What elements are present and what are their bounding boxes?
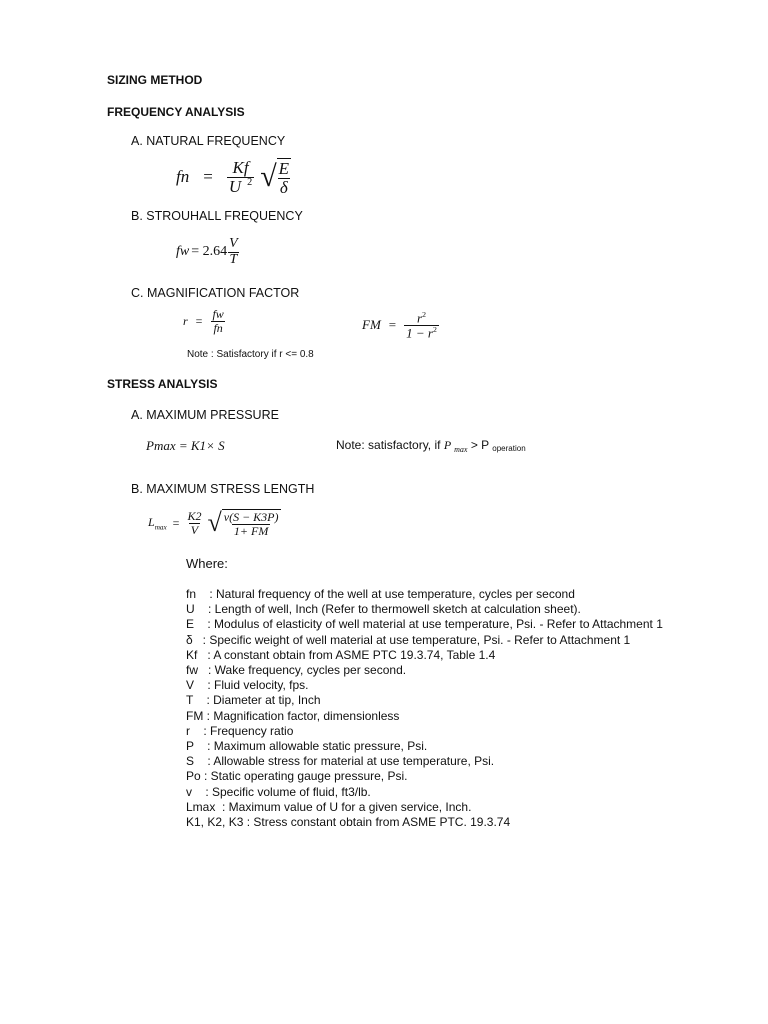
numerator-base: r xyxy=(417,310,423,326)
definition-item: T : Diameter at tip, Inch xyxy=(186,693,321,708)
formula-lhs xyxy=(148,515,167,531)
formula-equals: = xyxy=(195,313,203,328)
magnification-formula xyxy=(362,311,439,340)
fraction-denominator: fn xyxy=(213,320,223,335)
magnification-factor-label: C. MAGNIFICATION FACTOR xyxy=(131,286,300,300)
fraction-denominator: V xyxy=(190,522,199,537)
frequency-ratio-formula xyxy=(183,308,226,334)
definition-item: S : Allowable stress for material at use temperature, Psi. xyxy=(186,754,495,769)
formula-coefficient: = 2.64 xyxy=(191,244,228,260)
root-denominator: δ xyxy=(279,177,288,197)
denominator-exponent: 2 xyxy=(247,177,253,189)
radical-sign: √ xyxy=(207,508,222,538)
fraction-numerator: Kf xyxy=(232,158,249,177)
maximum-pressure-formula: Pmax = K1× S xyxy=(146,438,225,453)
formula-equals: = xyxy=(388,317,397,333)
formula-fraction xyxy=(210,308,225,334)
formula-fraction xyxy=(185,510,203,536)
fraction-numerator: V xyxy=(229,236,238,251)
square-root xyxy=(207,509,280,537)
denominator-base: 1 − r xyxy=(406,325,433,341)
formula-equals: = xyxy=(172,515,180,530)
lhs-base: L xyxy=(148,514,155,529)
definitions-list xyxy=(186,587,663,830)
formula-lhs: fn xyxy=(176,167,190,187)
definition-item: v : Specific volume of fluid, ft3/lb. xyxy=(186,784,371,799)
fraction-numerator xyxy=(415,311,428,325)
maximum-stress-length-label: B. MAXIMUM STRESS LENGTH xyxy=(131,482,315,496)
maximum-pressure-label: A. MAXIMUM PRESSURE xyxy=(131,408,279,422)
root-numerator: E xyxy=(278,159,290,178)
definition-item: fw : Wake frequency, cycles per second. xyxy=(186,663,407,678)
magnification-note: Note : Satisfactory if r <= 0.8 xyxy=(187,349,314,360)
fraction-numerator: K2 xyxy=(187,509,202,523)
note-max-subscript: max xyxy=(454,445,468,454)
heading-stress-analysis: STRESS ANALYSIS xyxy=(107,377,218,391)
denominator-exponent: 2 xyxy=(432,324,437,334)
fraction-numerator: fw xyxy=(212,307,224,321)
definition-item: Po : Static operating gauge pressure, Psi. xyxy=(186,769,408,784)
formula-lhs: FM xyxy=(362,317,381,333)
formula-lhs: r xyxy=(183,313,188,328)
definition-item: δ : Specific weight of well material at use temperature, Psi. - Refer to Attachment 1 xyxy=(186,632,631,647)
definition-item: K1, K2, K3 : Stress constant obtain from ASME PTC. 19.3.74 xyxy=(186,815,511,830)
strouhal-frequency-label: B. STROUHALL FREQUENCY xyxy=(131,209,303,223)
formula-lhs: fw xyxy=(176,244,190,260)
note-prefix: Note: satisfactory, if xyxy=(336,438,444,452)
fraction-denominator xyxy=(227,177,254,196)
numerator-exponent: 2 xyxy=(422,310,426,319)
heading-sizing-method: SIZING METHOD xyxy=(107,73,203,87)
maximum-stress-length-formula xyxy=(148,509,281,537)
lhs-subscript: max xyxy=(154,523,167,532)
formula-fraction xyxy=(227,159,254,196)
strouhal-formula xyxy=(176,237,240,267)
root-numerator: v(S − K3P) xyxy=(223,510,279,524)
root-fraction xyxy=(222,509,281,537)
fraction-denominator xyxy=(404,325,439,340)
radical-sign: √ xyxy=(260,160,277,194)
square-root xyxy=(260,158,291,197)
definition-item: E : Modulus of elasticity of well material at use temperature, Psi. - Refer to Attachment 1 xyxy=(186,617,663,632)
definition-item: V : Fluid velocity, fps. xyxy=(186,678,309,693)
where-title: Where: xyxy=(186,556,228,571)
definition-item: FM : Magnification factor, dimensionless xyxy=(186,708,400,723)
definition-item: Kf : A constant obtain from ASME PTC 19.3.74, Table 1.4 xyxy=(186,647,496,662)
formula-fraction xyxy=(227,237,240,267)
definition-item: r : Frequency ratio xyxy=(186,723,294,738)
root-denominator: 1+ FM xyxy=(233,523,269,538)
note-operation-subscript: operation xyxy=(492,444,526,453)
heading-frequency-analysis: FREQUENCY ANALYSIS xyxy=(107,105,245,119)
natural-frequency-label: A. NATURAL FREQUENCY xyxy=(131,134,286,148)
natural-frequency-formula xyxy=(176,158,291,197)
definition-item: P : Maximum allowable static pressure, Psi. xyxy=(186,739,428,754)
formula-equals: = xyxy=(203,167,213,187)
denominator-base: U xyxy=(228,176,242,196)
definition-item: U : Length of well, Inch (Refer to thermowell sketch at calculation sheet). xyxy=(186,602,581,617)
formula-fraction xyxy=(404,311,439,340)
root-fraction xyxy=(277,158,291,197)
note-greater-than: > P xyxy=(467,438,493,452)
fraction-denominator: T xyxy=(229,251,238,267)
maximum-pressure-note xyxy=(336,438,526,453)
definition-item: Lmax : Maximum value of U for a given service, Inch. xyxy=(186,799,472,814)
definition-item: fn : Natural frequency of the well at use temperature, cycles per second xyxy=(186,587,575,601)
note-p: P xyxy=(443,438,452,452)
